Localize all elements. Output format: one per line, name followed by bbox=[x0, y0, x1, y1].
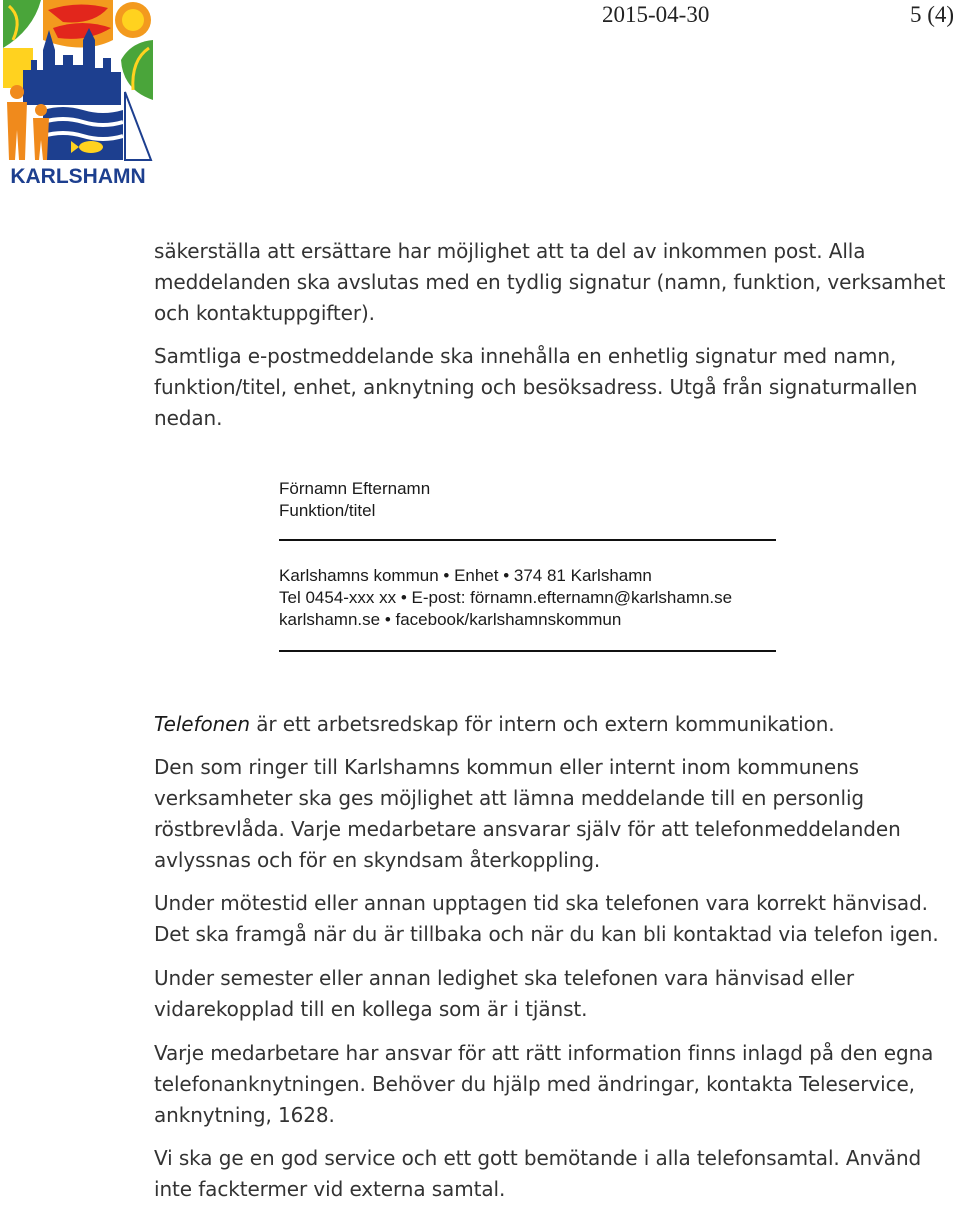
page-number: 5 (4) bbox=[910, 2, 955, 27]
body-line: Under semester eller annan ledighet ska telefonen vara hänvisad eller bbox=[154, 966, 855, 990]
body-line: vidarekopplad till en kollega som är i tjänst. bbox=[154, 997, 588, 1021]
body-line: Under mötestid eller annan upptagen tid ska telefonen vara korrekt hänvisad. bbox=[154, 891, 928, 915]
body-line: Vi ska ge en god service och ett gott bemötande i alla telefonsamtal. Använd bbox=[154, 1146, 922, 1170]
signature-address: Karlshamns kommun • Enhet • 374 81 Karlshamn bbox=[279, 566, 652, 585]
body-line: säkerställa att ersättare har möjlighet att ta del av inkommen post. Alla bbox=[154, 239, 866, 263]
signature-divider bbox=[279, 650, 776, 652]
signature-contact: Tel 0454-xxx xx • E-post: förnamn.efternamn@karlshamn.se bbox=[279, 588, 733, 607]
body-line: Samtliga e-postmeddelande ska innehålla en enhetlig signatur med namn, bbox=[154, 344, 897, 368]
body-line: nedan. bbox=[154, 406, 223, 430]
body-line bbox=[154, 709, 954, 740]
emphasis-telefonen: Telefonen bbox=[154, 712, 250, 736]
karlshamn-logo bbox=[3, 0, 153, 188]
body-line: Den som ringer till Karlshamns kommun eller internt inom kommunens bbox=[154, 755, 859, 779]
body-line: telefonanknytningen. Behöver du hjälp med ändringar, kontakta Teleservice, bbox=[154, 1072, 915, 1096]
logo-wordmark: KARLSHAMN bbox=[10, 165, 146, 188]
body-line: meddelanden ska avslutas med en tydlig signatur (namn, funktion, verksamhet bbox=[154, 270, 946, 294]
body-line: och kontaktuppgifter). bbox=[154, 301, 375, 325]
body-line: anknytning, 1628. bbox=[154, 1103, 335, 1127]
body-line: Det ska framgå när du är tillbaka och när du kan bli kontaktad via telefon igen. bbox=[154, 922, 939, 946]
body-line: inte facktermer vid externa samtal. bbox=[154, 1177, 506, 1201]
document-date: 2015-04-30 bbox=[602, 2, 710, 27]
body-line: Varje medarbetare har ansvar för att rätt information finns inlagd på den egna bbox=[154, 1041, 934, 1065]
signature-name: Förnamn Efternamn bbox=[279, 479, 431, 498]
body-line: avlyssnas och för en skyndsam återkoppling. bbox=[154, 848, 601, 872]
body-line: funktion/titel, enhet, anknytning och besöksadress. Utgå från signaturmallen bbox=[154, 375, 918, 399]
body-text: är ett arbetsredskap för intern och extern kommunikation. bbox=[249, 712, 835, 736]
body-line: röstbrevlåda. Varje medarbetare ansvarar själv för att telefonmeddelanden bbox=[154, 817, 901, 841]
signature-title: Funktion/titel bbox=[279, 501, 376, 520]
signature-divider bbox=[279, 539, 776, 541]
signature-web: karlshamn.se • facebook/karlshamnskommun bbox=[279, 610, 622, 629]
body-line: verksamheter ska ges möjlighet att lämna meddelande till en personlig bbox=[154, 786, 864, 810]
